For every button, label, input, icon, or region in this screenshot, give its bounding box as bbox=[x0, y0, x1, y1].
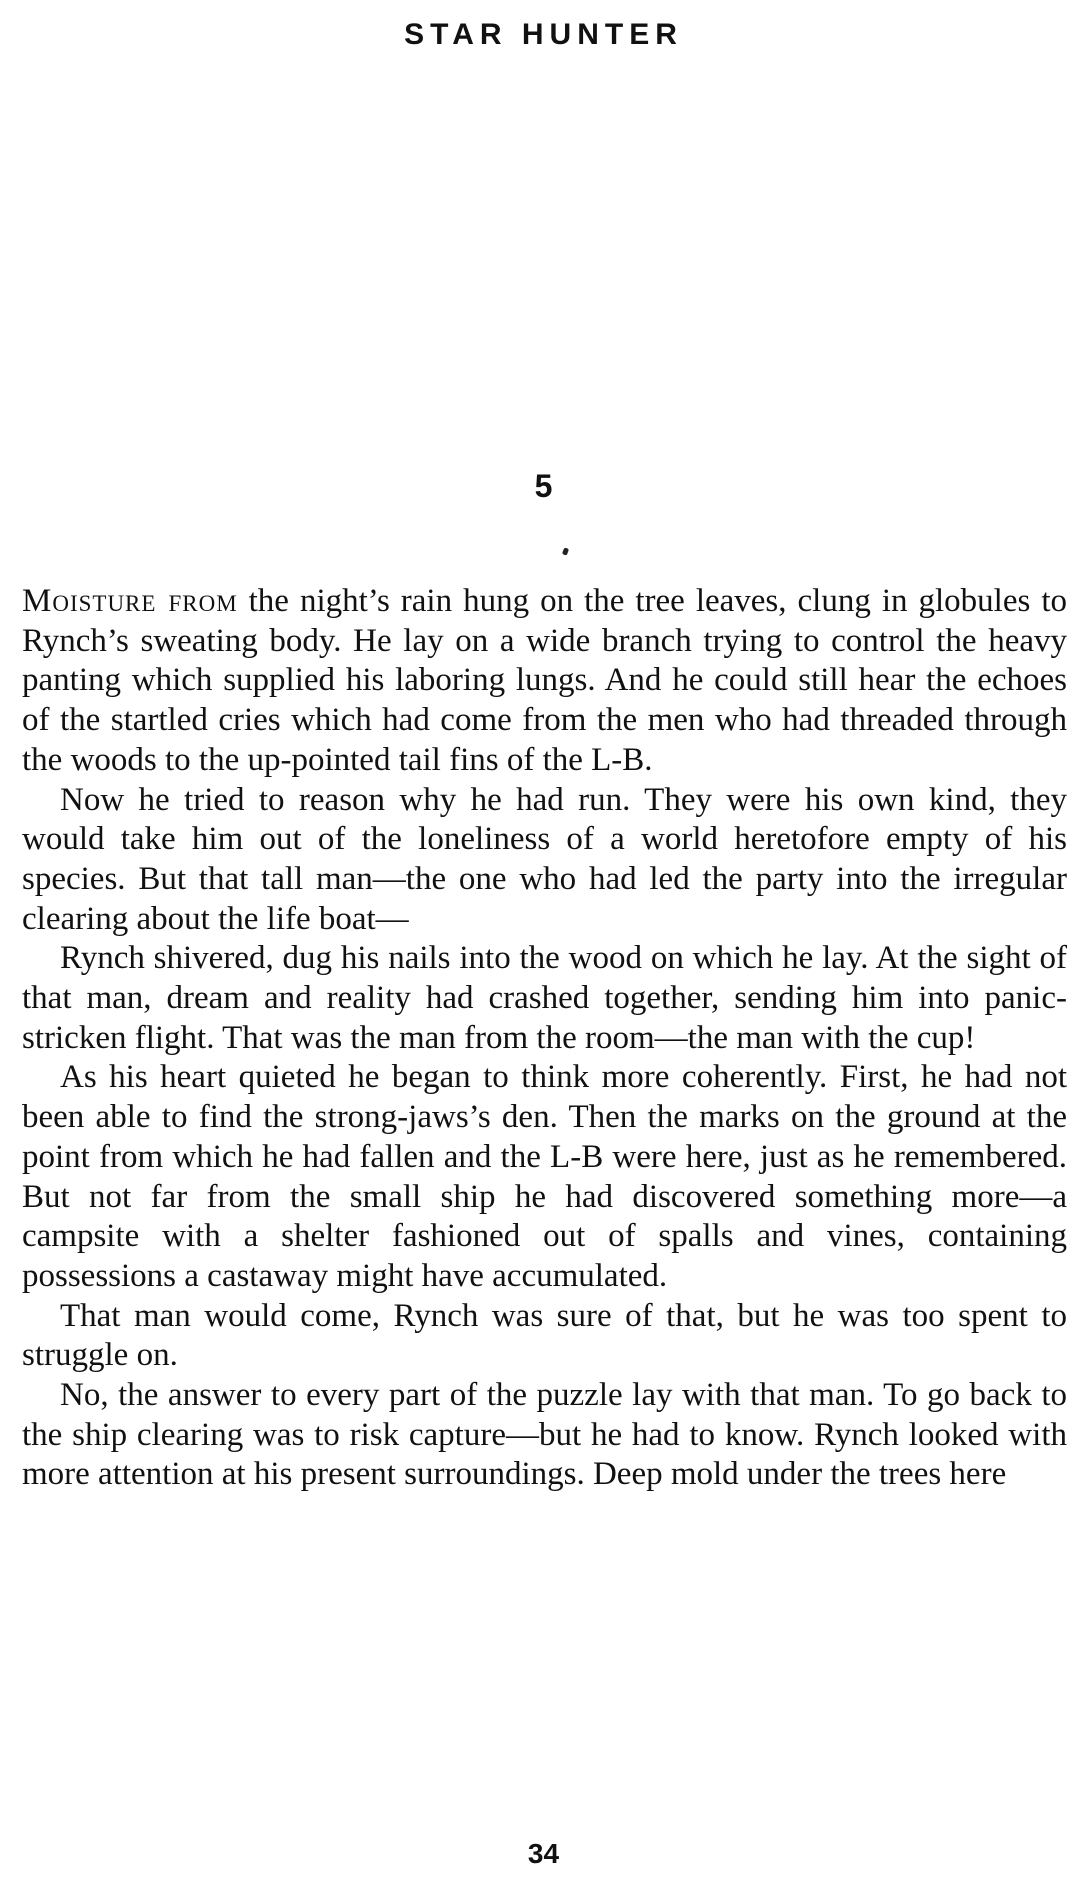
chapter-number: 5 bbox=[534, 468, 553, 504]
paragraph-6: No, the answer to every part of the puzzle lay with that man. To go back to the ship clearing was to risk capture—but he had to know. Rynch looked with more attention at his present surroundings. Deep mold under the trees here bbox=[22, 1377, 1067, 1493]
paragraph-5: That man would come, Rynch was sure of that, but he was too spent to struggle on. bbox=[22, 1297, 1067, 1374]
ornament-mark bbox=[562, 547, 569, 555]
paragraph-1 bbox=[22, 582, 1067, 781]
paragraph-1-text: the night’s rain hung on the tree leaves, clung in globules to Rynch’s sweating body. He lay on a wide branch trying to control the heavy panting which supplied his laboring lungs. And he could still hear the echoes of the startled cries which had come from the men who had threaded through the woods to the up-pointed tail fins of the L-B. bbox=[22, 583, 1067, 778]
opening-small-caps: Moisture from bbox=[22, 583, 238, 619]
page-number: 34 bbox=[527, 1838, 560, 1869]
paragraph-4: As his heart quieted he began to think more coherently. First, he had not been able to find the strong-jaws’s den. Then the marks on the ground at the point from which he had fallen and the L-B were here, just as he remembered. But not far from the small ship he had discovered something more—a campsite with a shelter fashioned out of spalls and vines, containing possessions a castaway might have accumulated. bbox=[22, 1059, 1067, 1294]
paragraph-2: Now he tried to reason why he had run. They were his own kind, they would take him out of the loneliness of a world heretofore empty of his species. But that tall man—the one who had led the party into the irregular clearing about the life boat— bbox=[22, 781, 1067, 937]
body-text bbox=[22, 582, 1067, 1495]
running-head: STAR HUNTER bbox=[404, 18, 683, 51]
paragraph-3: Rynch shivered, dug his nails into the wood on which he lay. At the sight of that man, dream and reality had crashed together, sending him into panic-stricken flight. That was the man from the room—the man with the cup! bbox=[22, 940, 1067, 1056]
